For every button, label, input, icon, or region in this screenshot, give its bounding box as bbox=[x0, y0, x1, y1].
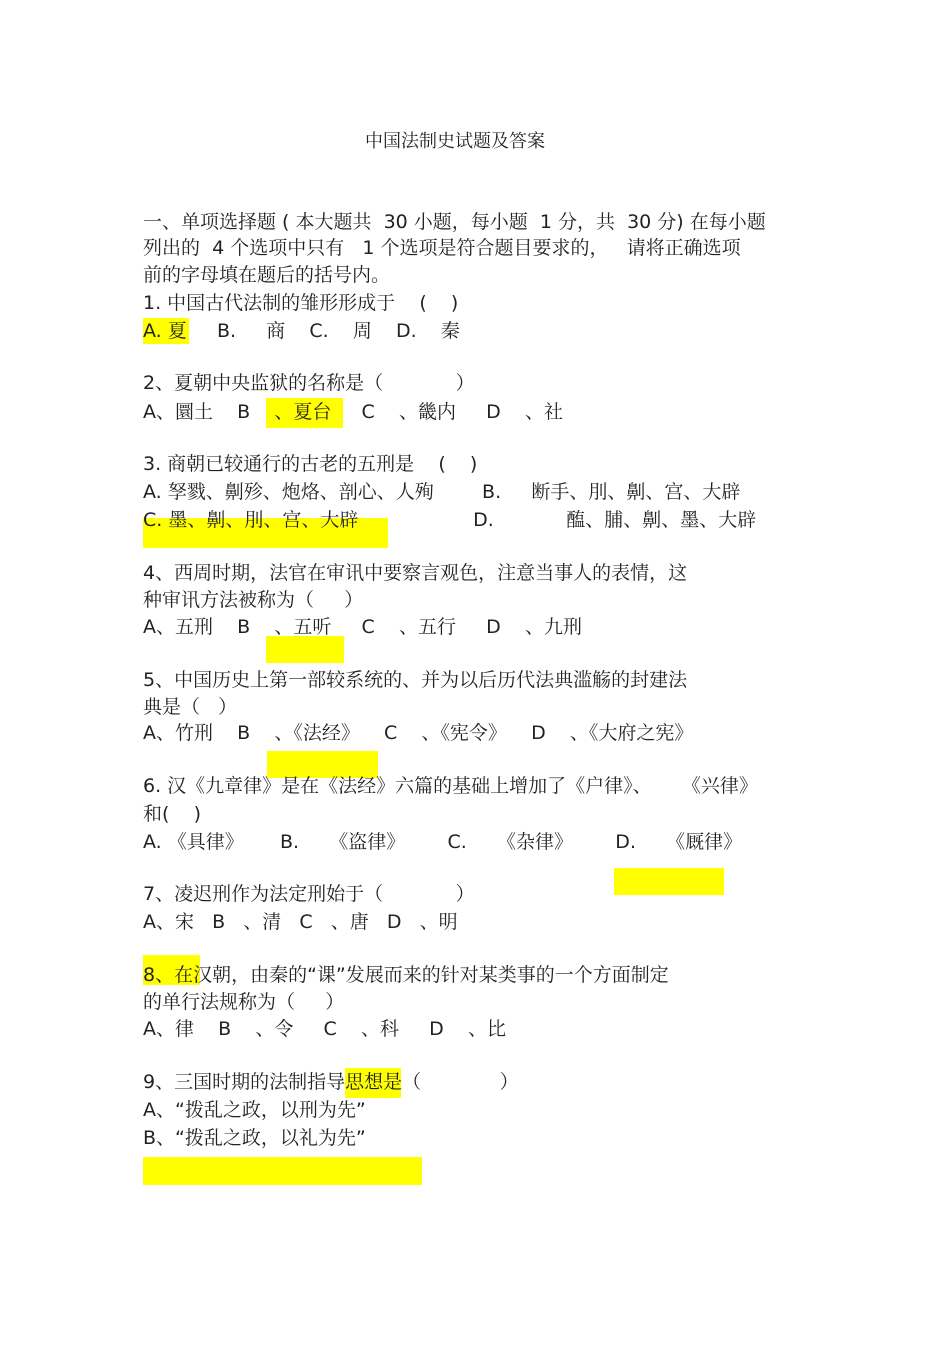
answer-highlight bbox=[266, 636, 344, 663]
question-stem: 7、凌迟刑作为法定刑始于（ ） bbox=[143, 883, 475, 905]
answer-highlight bbox=[614, 868, 724, 895]
question-stem: 6. 汉《九章律》是在《法经》六篇的基础上增加了《户律》、 《兴律》 bbox=[143, 775, 758, 797]
question-stem: 3. 商朝已较通行的古老的五刑是 ( ) bbox=[143, 453, 478, 475]
question-options: A、竹刑 B 、《法经》 C 、《宪令》 D 、《大府之宪》 bbox=[143, 722, 694, 744]
question-options: A. 《具律》 B. 《盗律》 C. 《杂律》 D. 《厩律》 bbox=[143, 831, 743, 853]
question-options: A、宋 B 、清 C 、唐 D 、明 bbox=[143, 911, 458, 933]
question-options: B、“拨乱之政，以礼为先” bbox=[143, 1127, 366, 1149]
question-stem: 5、中国历史上第一部较系统的、并为以后历代法典滥觞的封建法 bbox=[143, 669, 688, 691]
question-stem: 和( ) bbox=[143, 803, 201, 825]
question-stem: 种审讯方法被称为（ ） bbox=[143, 589, 364, 611]
question-stem: 9、三国时期的法制指导思想是（ ） bbox=[143, 1071, 519, 1093]
question-options: A. 夏 B. 商 C. 周 D. 秦 bbox=[143, 320, 460, 342]
document-title: 中国法制史试题及答案 bbox=[365, 131, 545, 152]
section-instructions-line: 列出的 4 个选项中只有 1 个选项是符合题目要求的， 请将正确选项 bbox=[143, 237, 741, 259]
question-options: A、律 B 、令 C 、科 D 、比 bbox=[143, 1018, 506, 1040]
answer-highlight bbox=[267, 751, 378, 778]
question-options: A、圜土 B 、夏台 C 、畿内 D 、社 bbox=[143, 401, 563, 423]
question-stem: 1. 中国古代法制的雏形形成于 ( ) bbox=[143, 292, 459, 314]
question-options: C. 墨、劓、刖、宫、大辟 D. 醢、脯、劓、墨、大辟 bbox=[143, 509, 757, 531]
section-instructions-line: 一、单项选择题 ( 本大题共 30 小题，每小题 1 分，共 30 分) 在每小题 bbox=[143, 211, 766, 233]
section-instructions-line: 前的字母填在题后的括号内。 bbox=[143, 264, 391, 286]
answer-highlight bbox=[143, 1157, 422, 1185]
question-stem: 8、在汉朝，由秦的“课”发展而来的针对某类事的一个方面制定 bbox=[143, 964, 669, 986]
question-stem: 2、夏朝中央监狱的名称是（ ） bbox=[143, 372, 475, 394]
question-options: A. 孥戮、劓殄、炮烙、剖心、人殉 B. 断手、刖、劓、宫、大辟 bbox=[143, 481, 741, 503]
question-stem: 的单行法规称为（ ） bbox=[143, 991, 345, 1013]
question-options: A、“拨乱之政，以刑为先” bbox=[143, 1099, 366, 1121]
question-options: A、五刑 B 、五听 C 、五行 D 、九刑 bbox=[143, 616, 582, 638]
question-stem: 4、西周时期，法官在审讯中要察言观色，注意当事人的表情，这 bbox=[143, 562, 688, 584]
question-stem: 典是（ ） bbox=[143, 696, 238, 718]
